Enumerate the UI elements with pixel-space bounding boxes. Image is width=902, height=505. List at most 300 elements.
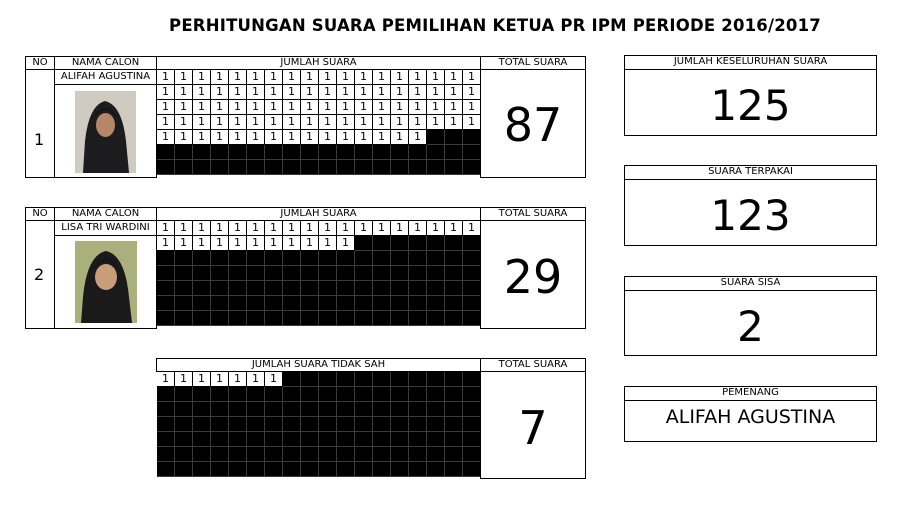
candidate-2-empty-cell (355, 311, 373, 326)
candidate-1-empty-cell (463, 160, 481, 175)
candidate-2-empty-cell (463, 311, 481, 326)
invalid-empty-cell (247, 447, 265, 462)
candidate-2-empty-cell (355, 236, 373, 251)
candidate-2-empty-cell (409, 296, 427, 311)
candidate-2-empty-cell (445, 266, 463, 281)
candidate-1-empty-cell (283, 160, 301, 175)
invalid-empty-cell (193, 387, 211, 402)
candidate-2-tally-mark: 1 (301, 236, 319, 251)
invalid-empty-cell (463, 432, 481, 447)
candidate-1-no-cell (25, 69, 55, 178)
invalid-empty-cell (265, 387, 283, 402)
candidate-1-tally-mark: 1 (319, 100, 337, 115)
invalid-empty-cell (283, 462, 301, 477)
summary-remaining-box (624, 290, 877, 356)
candidate-2-tally-mark: 1 (193, 236, 211, 251)
candidate-1-tally-mark: 1 (463, 85, 481, 100)
candidate-2-empty-cell (445, 311, 463, 326)
candidate-2-empty-cell (283, 251, 301, 266)
invalid-empty-cell (355, 402, 373, 417)
candidate-2-empty-cell (265, 266, 283, 281)
candidate-2-tally-mark: 1 (427, 221, 445, 236)
invalid-empty-cell (229, 447, 247, 462)
candidate-1-tally-mark: 1 (265, 130, 283, 145)
candidate-1-empty-cell (265, 160, 283, 175)
candidate-1-tally-mark: 1 (409, 70, 427, 85)
candidate-2-no-cell (25, 220, 55, 329)
candidate-1-tally-mark: 1 (301, 100, 319, 115)
invalid-empty-cell (427, 402, 445, 417)
candidate-2-tally-mark: 1 (355, 221, 373, 236)
candidate-2-empty-cell (229, 281, 247, 296)
invalid-empty-cell (355, 462, 373, 477)
invalid-empty-cell (427, 417, 445, 432)
invalid-empty-cell (427, 447, 445, 462)
candidate-2-tally-mark: 1 (157, 221, 175, 236)
invalid-empty-cell (301, 402, 319, 417)
invalid-empty-cell (265, 402, 283, 417)
candidate-1-tally-mark: 1 (193, 100, 211, 115)
invalid-empty-cell (445, 447, 463, 462)
invalid-empty-cell (373, 387, 391, 402)
invalid-empty-cell (319, 447, 337, 462)
candidate-2-empty-cell (427, 236, 445, 251)
header-no: NO (25, 56, 55, 70)
candidate-1-tally-mark: 1 (193, 85, 211, 100)
candidate-1-tally-mark: 1 (337, 85, 355, 100)
candidate-1-empty-cell (427, 145, 445, 160)
invalid-empty-cell (427, 432, 445, 447)
invalid-empty-cell (409, 447, 427, 462)
candidate-2-empty-cell (319, 251, 337, 266)
candidate-2-tally-mark: 1 (193, 221, 211, 236)
invalid-empty-cell (355, 387, 373, 402)
summary-remaining-value: 2 (737, 302, 764, 351)
candidate-2-tally-mark: 1 (391, 221, 409, 236)
candidate-1-tally-mark: 1 (409, 115, 427, 130)
invalid-empty-cell (229, 402, 247, 417)
candidate-1-tally-mark: 1 (211, 115, 229, 130)
candidate-2-empty-cell (175, 251, 193, 266)
invalid-empty-cell (283, 402, 301, 417)
candidate-2-tally-mark: 1 (175, 236, 193, 251)
invalid-empty-cell (175, 402, 193, 417)
candidate-2-empty-cell (301, 251, 319, 266)
candidate-2-empty-cell (247, 311, 265, 326)
candidate-1-tally-mark: 1 (301, 130, 319, 145)
invalid-empty-cell (391, 372, 409, 387)
candidate-2-empty-cell (319, 281, 337, 296)
candidate-1-empty-cell (211, 160, 229, 175)
candidate-1-tally-mark: 1 (175, 100, 193, 115)
invalid-tally-mark: 1 (247, 372, 265, 387)
candidate-1-tally-mark: 1 (301, 70, 319, 85)
invalid-empty-cell (301, 417, 319, 432)
candidate-2-tally-mark: 1 (175, 221, 193, 236)
candidate-1-empty-cell (409, 145, 427, 160)
candidate-2-empty-cell (445, 236, 463, 251)
candidate-2-empty-cell (391, 296, 409, 311)
summary-total-box (624, 69, 877, 136)
candidate-1-empty-cell (463, 145, 481, 160)
candidate-1-tally-mark: 1 (283, 130, 301, 145)
candidate-2-empty-cell (229, 266, 247, 281)
candidate-1-tally-mark: 1 (193, 70, 211, 85)
candidate-1-tally-mark: 1 (175, 85, 193, 100)
invalid-empty-cell (445, 432, 463, 447)
candidate-2-empty-cell (391, 236, 409, 251)
candidate-1-tally-mark: 1 (463, 100, 481, 115)
invalid-empty-cell (463, 402, 481, 417)
invalid-empty-cell (301, 372, 319, 387)
header-total-suara: TOTAL SUARA (480, 56, 586, 70)
candidate-1-empty-cell (355, 145, 373, 160)
candidate-2-empty-cell (427, 296, 445, 311)
candidate-2-empty-cell (373, 281, 391, 296)
candidate-1-tally-mark: 1 (445, 115, 463, 130)
candidate-2-empty-cell (175, 281, 193, 296)
candidate-1-total: 87 (503, 98, 563, 152)
candidate-2-empty-cell (409, 251, 427, 266)
candidate-2-empty-cell (193, 266, 211, 281)
candidate-2-empty-cell (427, 266, 445, 281)
candidate-1-tally-mark: 1 (391, 70, 409, 85)
candidate-1-tally-mark: 1 (175, 115, 193, 130)
invalid-empty-cell (301, 387, 319, 402)
header-tidak-sah: JUMLAH SUARA TIDAK SAH (156, 358, 481, 372)
invalid-empty-cell (211, 402, 229, 417)
candidate-2-empty-cell (409, 311, 427, 326)
header-jumlah-suara: JUMLAH SUARA (156, 207, 481, 221)
candidate-2-empty-cell (319, 296, 337, 311)
candidate-1-tally-mark: 1 (355, 130, 373, 145)
candidate-1-empty-cell (373, 160, 391, 175)
candidate-2-empty-cell (409, 266, 427, 281)
candidate-1-total-cell (480, 69, 586, 178)
candidate-1-tally-mark: 1 (193, 115, 211, 130)
summary-used-value: 123 (710, 191, 791, 240)
invalid-empty-cell (337, 447, 355, 462)
summary-used-label: SUARA TERPAKAI (624, 165, 877, 180)
candidate-2-empty-cell (175, 266, 193, 281)
candidate-2-empty-cell (337, 281, 355, 296)
candidate-1-tally-mark: 1 (337, 70, 355, 85)
invalid-empty-cell (409, 432, 427, 447)
candidate-2-empty-cell (211, 266, 229, 281)
candidate-1-tally-mark: 1 (229, 100, 247, 115)
candidate-1-empty-cell (445, 160, 463, 175)
candidate-1-empty-cell (157, 145, 175, 160)
candidate-1-tally-mark: 1 (301, 115, 319, 130)
invalid-empty-cell (337, 432, 355, 447)
candidate-2-tally-mark: 1 (265, 221, 283, 236)
invalid-empty-cell (175, 432, 193, 447)
candidate-2-empty-cell (355, 251, 373, 266)
candidate-1-empty-cell (301, 145, 319, 160)
invalid-empty-cell (301, 447, 319, 462)
invalid-empty-cell (283, 432, 301, 447)
candidate-2-empty-cell (337, 296, 355, 311)
candidate-1-tally-mark: 1 (157, 85, 175, 100)
candidate-1-tally-mark: 1 (463, 70, 481, 85)
candidate-2-tally-mark: 1 (301, 221, 319, 236)
candidate-2-empty-cell (373, 311, 391, 326)
invalid-empty-cell (283, 417, 301, 432)
invalid-empty-cell (247, 402, 265, 417)
candidate-2-empty-cell (283, 266, 301, 281)
candidate-2-tally-mark: 1 (265, 236, 283, 251)
invalid-empty-cell (409, 417, 427, 432)
invalid-empty-cell (175, 462, 193, 477)
candidate-1-empty-cell (337, 145, 355, 160)
invalid-empty-cell (283, 387, 301, 402)
candidate-1-tally-mark: 1 (319, 70, 337, 85)
candidate-2-empty-cell (391, 251, 409, 266)
invalid-empty-cell (157, 387, 175, 402)
invalid-empty-cell (337, 372, 355, 387)
invalid-empty-cell (337, 402, 355, 417)
candidate-2-tally-mark: 1 (463, 221, 481, 236)
candidate-2-empty-cell (391, 311, 409, 326)
candidate-1-empty-cell (427, 130, 445, 145)
header-jumlah-suara: JUMLAH SUARA (156, 56, 481, 70)
header-no: NO (25, 207, 55, 221)
summary-remaining-label: SUARA SISA (624, 276, 877, 291)
candidate-1-tally-mark: 1 (283, 115, 301, 130)
candidate-1-tally-mark: 1 (445, 85, 463, 100)
candidate-2-tally-grid (157, 221, 481, 326)
candidate-1-tally-mark: 1 (427, 115, 445, 130)
invalid-empty-cell (211, 432, 229, 447)
candidate-2-empty-cell (247, 296, 265, 311)
candidate-2-empty-cell (445, 296, 463, 311)
header-nama-calon: NAMA CALON (54, 56, 157, 70)
candidate-1-tally-mark: 1 (157, 115, 175, 130)
invalid-empty-cell (157, 462, 175, 477)
candidate-2-empty-cell (373, 296, 391, 311)
candidate-1-empty-cell (391, 145, 409, 160)
candidate-2-empty-cell (463, 251, 481, 266)
candidate-2-empty-cell (283, 281, 301, 296)
candidate-1-tally-mark: 1 (319, 85, 337, 100)
candidate-2-empty-cell (463, 281, 481, 296)
invalid-empty-cell (319, 387, 337, 402)
invalid-empty-cell (373, 447, 391, 462)
invalid-empty-cell (391, 462, 409, 477)
candidate-2-empty-cell (265, 296, 283, 311)
invalid-empty-cell (247, 432, 265, 447)
invalid-empty-cell (247, 462, 265, 477)
candidate-1-tally-mark: 1 (247, 85, 265, 100)
candidate-2-empty-cell (301, 281, 319, 296)
candidate-1-empty-cell (175, 145, 193, 160)
candidate-2-empty-cell (229, 311, 247, 326)
invalid-empty-cell (211, 462, 229, 477)
candidate-2-name: LISA TRI WARDINI (55, 221, 156, 236)
candidate-1-tally-mark: 1 (175, 70, 193, 85)
invalid-empty-cell (247, 387, 265, 402)
invalid-tally-mark: 1 (193, 372, 211, 387)
candidate-1-tally-mark: 1 (391, 100, 409, 115)
invalid-empty-cell (409, 372, 427, 387)
candidate-1-empty-cell (391, 160, 409, 175)
candidate-1-empty-cell (373, 145, 391, 160)
candidate-2-empty-cell (301, 296, 319, 311)
invalid-empty-cell (265, 432, 283, 447)
candidate-2-empty-cell (391, 266, 409, 281)
invalid-empty-cell (193, 417, 211, 432)
invalid-empty-cell (319, 402, 337, 417)
candidate-2-empty-cell (193, 311, 211, 326)
candidate-2-tally-mark: 1 (211, 221, 229, 236)
candidate-2-total-cell (480, 220, 586, 329)
invalid-empty-cell (265, 417, 283, 432)
candidate-1-tally-mark: 1 (211, 85, 229, 100)
candidate-1-tally-mark: 1 (319, 115, 337, 130)
candidate-2-empty-cell (157, 251, 175, 266)
candidate-1-tally-mark: 1 (283, 85, 301, 100)
candidate-2-empty-cell (301, 311, 319, 326)
invalid-empty-cell (211, 417, 229, 432)
invalid-empty-cell (193, 402, 211, 417)
candidate-2-empty-cell (265, 281, 283, 296)
candidate-2-empty-cell (373, 266, 391, 281)
summary-total-label: JUMLAH KESELURUHAN SUARA (624, 55, 877, 70)
candidate-2-photo (75, 241, 137, 323)
invalid-empty-cell (409, 402, 427, 417)
candidate-2-empty-cell (211, 296, 229, 311)
candidate-2-empty-cell (193, 296, 211, 311)
candidate-2-total: 29 (503, 250, 563, 304)
invalid-empty-cell (355, 372, 373, 387)
candidate-2-empty-cell (301, 266, 319, 281)
invalid-empty-cell (373, 402, 391, 417)
candidate-1-tally-mark: 1 (229, 115, 247, 130)
candidate-2-empty-cell (463, 266, 481, 281)
candidate-1-tally-mark: 1 (301, 85, 319, 100)
invalid-empty-cell (157, 417, 175, 432)
candidate-1-tally-mark: 1 (283, 100, 301, 115)
invalid-tally-mark: 1 (229, 372, 247, 387)
candidate-1-tally-mark: 1 (211, 100, 229, 115)
candidate-1-empty-cell (337, 160, 355, 175)
candidate-2-empty-cell (247, 251, 265, 266)
invalid-tally-mark: 1 (265, 372, 283, 387)
candidate-2-empty-cell (157, 296, 175, 311)
candidate-1-tally-mark: 1 (247, 115, 265, 130)
invalid-empty-cell (391, 387, 409, 402)
invalid-total-cell (480, 371, 586, 479)
candidate-1-empty-cell (445, 145, 463, 160)
candidate-2-empty-cell (391, 281, 409, 296)
candidate-2-tally-mark: 1 (283, 221, 301, 236)
candidate-1-tally-grid (157, 70, 481, 175)
candidate-1-tally-mark: 1 (427, 100, 445, 115)
candidate-1-number: 1 (34, 130, 45, 149)
candidate-2-tally-mark: 1 (229, 221, 247, 236)
candidate-1-empty-cell (463, 130, 481, 145)
invalid-empty-cell (337, 387, 355, 402)
candidate-1-tally-mark: 1 (247, 130, 265, 145)
invalid-empty-cell (427, 372, 445, 387)
invalid-empty-cell (265, 447, 283, 462)
candidate-1-tally-mark: 1 (427, 70, 445, 85)
candidate-1-tally-mark: 1 (409, 130, 427, 145)
invalid-tally-grid (157, 372, 481, 477)
candidate-1-empty-cell (229, 160, 247, 175)
candidate-1-tally-mark: 1 (373, 115, 391, 130)
candidate-1-tally-mark: 1 (211, 70, 229, 85)
candidate-1-empty-cell (247, 160, 265, 175)
candidate-1-empty-cell (247, 145, 265, 160)
invalid-empty-cell (211, 387, 229, 402)
invalid-empty-cell (355, 417, 373, 432)
invalid-empty-cell (391, 417, 409, 432)
invalid-empty-cell (409, 387, 427, 402)
candidate-2-empty-cell (211, 311, 229, 326)
candidate-1-tally-mark: 1 (391, 85, 409, 100)
candidate-2-empty-cell (337, 311, 355, 326)
invalid-empty-cell (355, 432, 373, 447)
invalid-empty-cell (445, 387, 463, 402)
candidate-1-tally-mark: 1 (373, 70, 391, 85)
candidate-1-tally-mark: 1 (157, 100, 175, 115)
invalid-empty-cell (427, 387, 445, 402)
candidate-2-tally-mark: 1 (229, 236, 247, 251)
candidate-2-tally-mark: 1 (247, 236, 265, 251)
candidate-2-empty-cell (265, 311, 283, 326)
candidate-2-empty-cell (229, 296, 247, 311)
invalid-tally-mark: 1 (157, 372, 175, 387)
candidate-1-name: ALIFAH AGUSTINA (55, 70, 156, 85)
candidate-1-empty-cell (229, 145, 247, 160)
invalid-empty-cell (391, 432, 409, 447)
candidate-2-empty-cell (157, 311, 175, 326)
candidate-1-tally-mark: 1 (355, 100, 373, 115)
invalid-empty-cell (175, 447, 193, 462)
candidate-1-tally-mark: 1 (211, 130, 229, 145)
candidate-2-empty-cell (409, 236, 427, 251)
candidate-1-tally-mark: 1 (229, 85, 247, 100)
candidate-1-tally-mark: 1 (373, 130, 391, 145)
candidate-1-tally-mark: 1 (337, 100, 355, 115)
invalid-empty-cell (301, 462, 319, 477)
invalid-empty-cell (463, 372, 481, 387)
invalid-empty-cell (157, 432, 175, 447)
candidate-1-empty-cell (157, 160, 175, 175)
invalid-empty-cell (319, 417, 337, 432)
invalid-empty-cell (463, 447, 481, 462)
candidate-1-photo (75, 91, 136, 173)
candidate-2-empty-cell (355, 281, 373, 296)
candidate-1-tally-mark: 1 (445, 70, 463, 85)
candidate-1-name-cell (54, 69, 157, 178)
candidate-2-empty-cell (175, 296, 193, 311)
invalid-empty-cell (463, 417, 481, 432)
candidate-1-tally-mark: 1 (391, 130, 409, 145)
candidate-1-tally-mark: 1 (319, 130, 337, 145)
invalid-empty-cell (427, 462, 445, 477)
invalid-empty-cell (319, 462, 337, 477)
invalid-empty-cell (319, 432, 337, 447)
candidate-2-tally-mark: 1 (283, 236, 301, 251)
invalid-empty-cell (373, 417, 391, 432)
invalid-empty-cell (229, 387, 247, 402)
candidate-1-tally-mark: 1 (229, 130, 247, 145)
invalid-empty-cell (229, 432, 247, 447)
candidate-1-tally-mark: 1 (373, 100, 391, 115)
candidate-2-tally-mark: 1 (319, 221, 337, 236)
